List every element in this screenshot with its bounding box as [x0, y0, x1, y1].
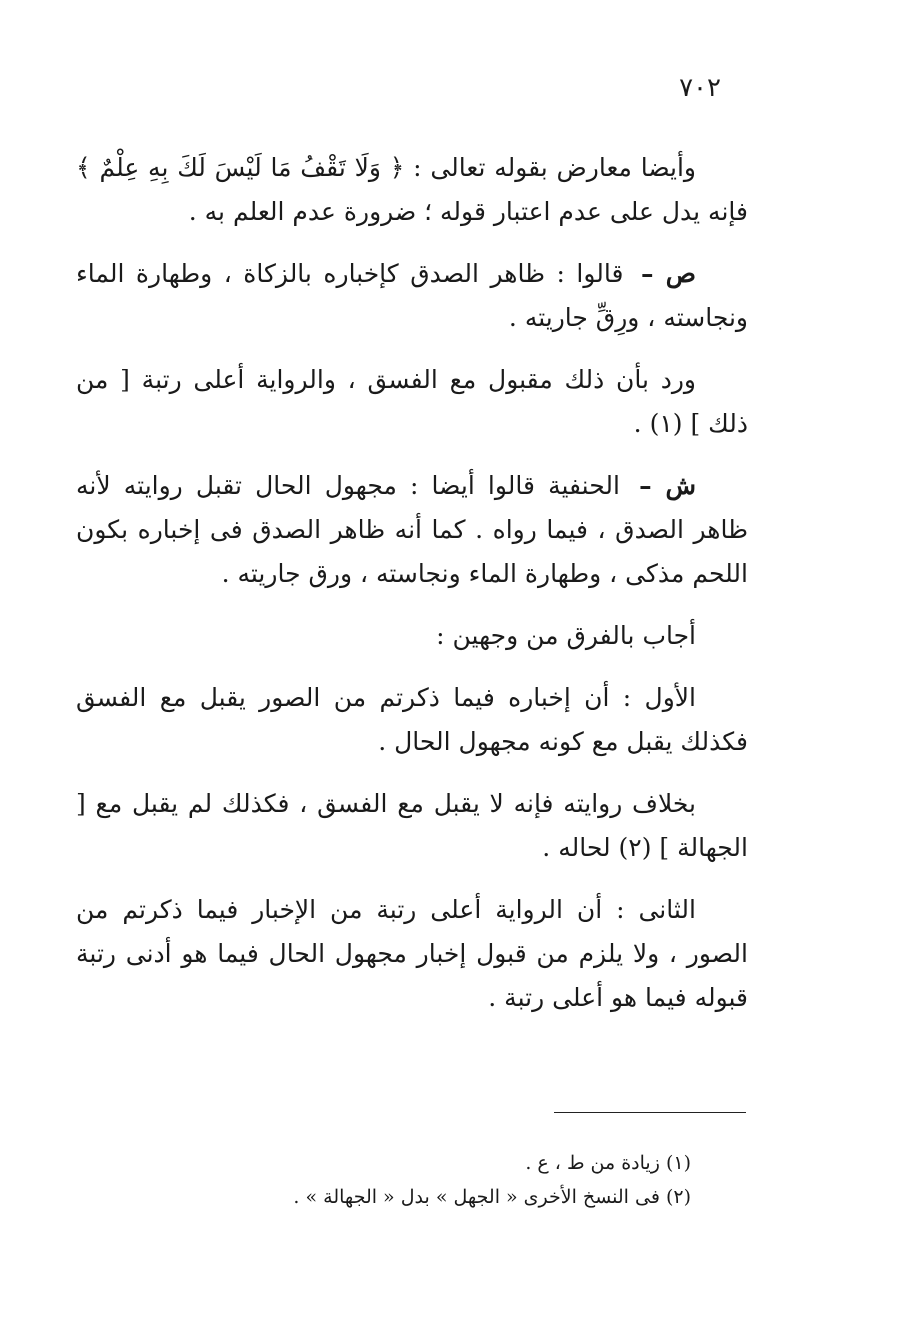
paragraph-text: الحنفية قالوا أيضا : مجهول الحال تقبل روايته لأنه ظاهر الصدق ، فيما رواه . كما أنه ظاهر الصدق فى إخباره بكون اللحم مذكى ، وطهارة الماء ونجاسته ، ورق جاريته . — [76, 471, 748, 588]
page-number: ٧٠٢ — [679, 73, 721, 103]
paragraph-8 — [76, 888, 748, 1020]
paragraph-4 — [76, 464, 748, 596]
paragraph-text: وأيضا معارض بقوله تعالى : ﴿ وَلَا تَقْفُ مَا لَيْسَ لَكَ بِهِ عِلْمٌ ﴾ فإنه يدل على عدم اعتبار قوله ؛ ضرورة عدم العلم به . — [76, 153, 748, 226]
footnote-divider — [554, 1112, 746, 1113]
main-text — [76, 146, 748, 1038]
paragraph-text: الثانى : أن الرواية أعلى رتبة من الإخبار فيما ذكرتم من الصور ، ولا يلزم من قبول إخبار مجهول الحال فيما هو أدنى رتبة قبوله فيما هو أعلى رتبة . — [76, 895, 748, 1012]
footnotes — [131, 1146, 691, 1214]
paragraph-text: أجاب بالفرق من وجهين : — [436, 621, 696, 650]
paragraph-lead-sad: ص – — [641, 259, 696, 288]
paragraph-6 — [76, 676, 748, 764]
footnote-1: (١) زيادة من ط ، ع . — [525, 1152, 691, 1174]
paragraph-3 — [76, 358, 748, 446]
paragraph-text: الأول : أن إخباره فيما ذكرتم من الصور يقبل مع الفسق فكذلك يقبل مع كونه مجهول الحال . — [76, 683, 748, 756]
footnote-2: (٢) فى النسخ الأخرى « الجهل » بدل « الجهالة » . — [293, 1186, 691, 1208]
paragraph-5 — [76, 614, 748, 658]
paragraph-1 — [76, 146, 748, 234]
paragraph-text: ورد بأن ذلك مقبول مع الفسق ، والرواية أعلى رتبة [ من ذلك ] (١) . — [76, 365, 748, 438]
paragraph-7 — [76, 782, 748, 870]
paragraph-2 — [76, 252, 748, 340]
paragraph-text: بخلاف روايته فإنه لا يقبل مع الفسق ، فكذلك لم يقبل مع [ الجهالة ] (٢) لحاله . — [76, 789, 748, 862]
paragraph-text: قالوا : ظاهر الصدق كإخباره بالزكاة ، وطهارة الماء ونجاسته ، ورِقِّ جاريته . — [76, 259, 748, 332]
paragraph-lead-shin: ش – — [639, 471, 696, 500]
